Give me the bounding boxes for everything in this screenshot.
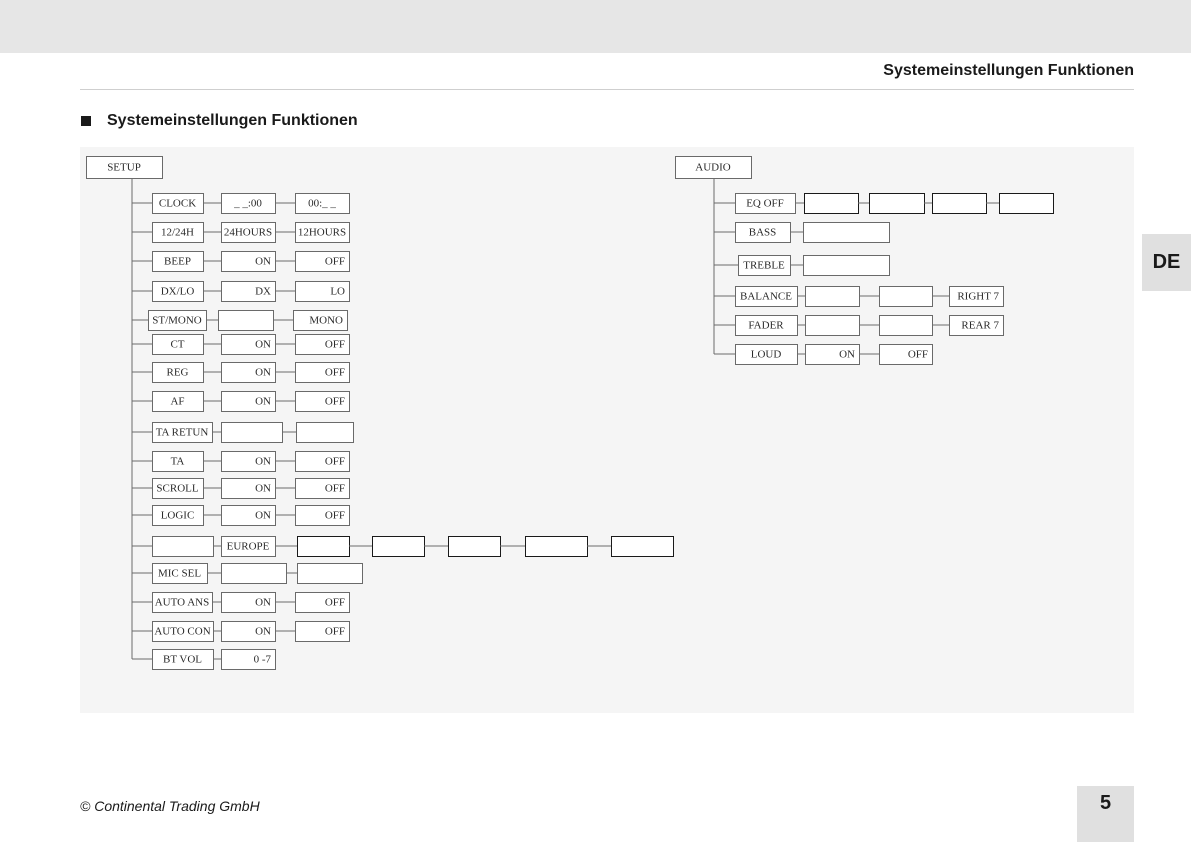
setup-item-label: AUTO CON <box>154 625 211 638</box>
setup-option-value: 00:_ _ <box>308 197 336 210</box>
setup-option-value: ON <box>255 395 271 408</box>
setup-option-value: _ _:00 <box>234 197 262 210</box>
setup-option-value: OFF <box>324 338 345 351</box>
setup-item-label: BEEP <box>164 255 191 268</box>
audio-option-value-box <box>806 316 860 336</box>
audio-option-value: ON <box>839 348 855 361</box>
audio-option-value-box <box>804 256 890 276</box>
setup-option-value: ON <box>255 596 271 609</box>
setup-option-value: OFF <box>324 395 345 408</box>
audio-option-value: OFF <box>907 348 928 361</box>
audio-item-label: EQ OFF <box>746 197 784 210</box>
setup-option-value: ON <box>255 455 271 468</box>
setup-option-value: OFF <box>324 596 345 609</box>
audio-option-value-box <box>933 194 987 214</box>
audio-option-value: REAR 7 <box>961 319 999 332</box>
setup-option-value-box <box>222 564 287 584</box>
setup-item-label-box <box>153 537 214 557</box>
setup-option-value: MONO <box>309 314 343 327</box>
audio-item-label: TREBLE <box>743 259 785 272</box>
setup-option-value-box <box>219 311 274 331</box>
setup-option-value: ON <box>255 366 271 379</box>
audio-option-value-box <box>880 287 933 307</box>
setup-option-value: OFF <box>324 482 345 495</box>
setup-item-label: 12/24H <box>161 226 194 239</box>
audio-option-value-box <box>805 194 859 214</box>
section-title: Systemeinstellungen Funktionen <box>107 112 358 129</box>
page-number: 5 <box>1099 792 1112 814</box>
audio-option-value-box <box>806 287 860 307</box>
setup-option-value: 24HOURS <box>223 226 273 239</box>
setup-option-value: ON <box>255 338 271 351</box>
setup-item-label: CLOCK <box>158 197 197 210</box>
setup-option-value: OFF <box>324 625 345 638</box>
setup-item-label: ST/MONO <box>152 314 202 327</box>
setup-option-value: OFF <box>324 509 345 522</box>
audio-root: AUDIO <box>695 161 731 174</box>
setup-item-label: BT VOL <box>162 653 203 666</box>
setup-option-value: 0 -7 <box>253 653 271 666</box>
footer-copyright: © Continental Trading GmbH <box>80 798 260 814</box>
setup-option-value: ON <box>255 482 271 495</box>
setup-option-value: ON <box>255 625 271 638</box>
setup-option-value: ON <box>255 509 271 522</box>
audio-option-value-box <box>880 316 933 336</box>
language-tab: DE <box>1142 234 1191 291</box>
setup-option-value-box <box>222 423 283 443</box>
setup-option-value: ON <box>255 255 271 268</box>
setup-option-value: DX <box>255 285 271 298</box>
setup-item-label: DX/LO <box>160 285 195 298</box>
audio-item-label: LOUD <box>750 348 782 361</box>
setup-option-value-box <box>526 537 588 557</box>
setup-item-label: TA RETUN <box>155 426 209 439</box>
page-header-title: Systemeinstellungen Funktionen <box>883 62 1134 79</box>
setup-item-label: AF <box>170 395 185 408</box>
setup-option-value: OFF <box>324 255 345 268</box>
setup-option-value: EUROPE <box>226 540 270 553</box>
audio-item-label: BALANCE <box>740 290 792 303</box>
setup-option-value-box <box>298 564 363 584</box>
setup-option-value: 12HOURS <box>297 226 347 239</box>
setup-option-value-box <box>298 537 350 557</box>
setup-root: SETUP <box>107 161 141 174</box>
audio-option-value-box <box>870 194 925 214</box>
setup-item-label: LOGIC <box>160 509 195 522</box>
setup-option-value: LO <box>330 285 345 298</box>
setup-option-value-box <box>449 537 501 557</box>
setup-option-value-box <box>297 423 354 443</box>
setup-item-label: AUTO ANS <box>154 596 210 609</box>
audio-option-value-box <box>804 223 890 243</box>
audio-option-value: RIGHT 7 <box>957 290 999 303</box>
setup-option-value: OFF <box>324 455 345 468</box>
setup-option-value-box <box>612 537 674 557</box>
setup-item-label: SCROLL <box>156 482 199 495</box>
audio-item-label: BASS <box>748 226 777 239</box>
audio-option-value-box <box>1000 194 1054 214</box>
setup-item-label: MIC SEL <box>157 567 202 580</box>
setup-item-label: CT <box>170 338 185 351</box>
setup-option-value-box <box>373 537 425 557</box>
setup-item-label: TA <box>170 455 185 468</box>
setup-option-value: OFF <box>324 366 345 379</box>
setup-item-label: REG <box>166 366 189 379</box>
audio-item-label: FADER <box>748 319 784 332</box>
